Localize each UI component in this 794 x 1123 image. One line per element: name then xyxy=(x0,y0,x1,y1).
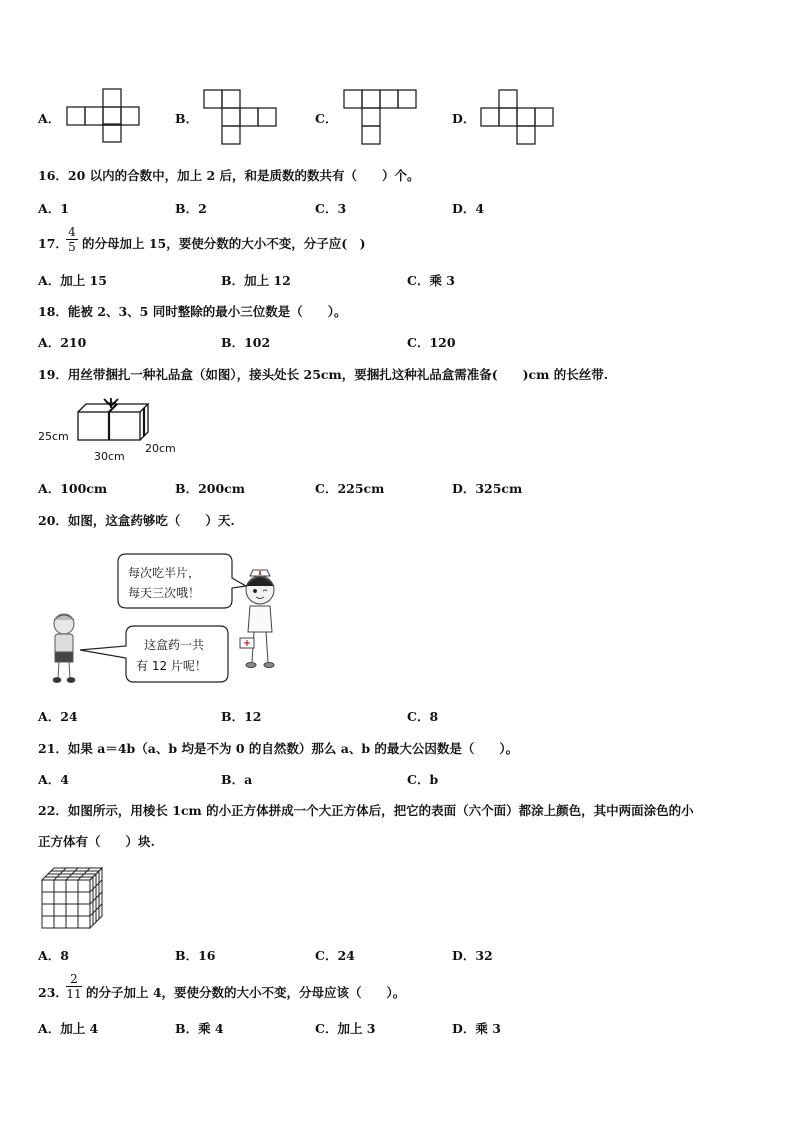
q18-option-b: B．102 xyxy=(221,335,271,350)
q16-stem: 16．20 以内的合数中，加上 2 后，和是质数的数共有（ ）个。 xyxy=(38,168,420,183)
q23-fraction xyxy=(66,972,82,1001)
q15-net-d xyxy=(480,89,556,147)
q22-option-d: D．32 xyxy=(452,948,493,963)
q23-fraction-denominator: 11 xyxy=(66,987,82,1001)
q23-option-d: D．乘 3 xyxy=(452,1021,501,1036)
q19-option-d: D．325cm xyxy=(452,481,523,496)
q15-net-a-bottom xyxy=(103,124,123,144)
q19-option-c: C．225cm xyxy=(315,481,385,496)
q17-fraction-denominator: 5 xyxy=(68,240,76,254)
q19-gift-box-figure xyxy=(76,396,156,448)
q22-cube-figure xyxy=(40,866,104,930)
q16-option-a: A．1 xyxy=(38,201,69,216)
q23-option-c: C．加上 3 xyxy=(315,1021,376,1036)
q21-option-b: B．a xyxy=(221,772,253,787)
q18-option-c: C．120 xyxy=(407,335,456,350)
q22-option-b: B．16 xyxy=(175,948,216,963)
q19-option-b: B．200cm xyxy=(175,481,245,496)
q23-stem: 的分子加上 4，要使分数的大小不变，分母应该（ ）。 xyxy=(86,985,406,1000)
q23-option-b: B．乘 4 xyxy=(175,1021,224,1036)
q19-stem: 19．用丝带捆扎一种礼品盒（如图），接头处长 25cm，要捆扎这种礼品盒需准备( )cm 的长丝带. xyxy=(38,367,609,382)
q20-stem: 20．如图，这盒药够吃（ ）天. xyxy=(38,513,235,528)
q16-option-d: D．4 xyxy=(452,201,485,216)
q20-speech-bubble-child xyxy=(78,624,234,686)
q20-nurse-illustration xyxy=(236,566,282,672)
q17-option-c: C．乘 3 xyxy=(407,273,455,288)
q17-stem: 的分母加上 15，要使分数的大小不变，分子应( ) xyxy=(82,236,366,251)
q20-option-c: C．8 xyxy=(407,709,439,724)
q15-net-b xyxy=(203,89,279,147)
q15-option-c-letter: C． xyxy=(315,111,338,126)
q22-stem-line2: 正方体有（ ）块. xyxy=(38,834,155,849)
q20-option-a: A．24 xyxy=(38,709,78,724)
q20-bubble1-line2: 每天三次哦！ xyxy=(128,586,201,600)
q17-number: 17． xyxy=(38,236,68,251)
q15-option-b-letter: B． xyxy=(175,111,199,126)
q20-speech-bubble-nurse xyxy=(114,552,250,612)
q15-option-d-letter: D． xyxy=(452,111,476,126)
q20-bubble2-line2: 有 12 片呢！ xyxy=(136,659,207,673)
q17-option-a: A．加上 15 xyxy=(38,273,107,288)
q18-option-a: A．210 xyxy=(38,335,87,350)
q20-bubble1-line1: 每次吃半片， xyxy=(128,566,201,580)
q20-option-b: B．12 xyxy=(221,709,262,724)
q19-height-label: 25cm xyxy=(38,430,69,443)
q19-option-a: A．100cm xyxy=(38,481,108,496)
q18-stem: 18．能被 2、3、5 同时整除的最小三位数是（ ）。 xyxy=(38,304,347,319)
q19-length-label: 30cm xyxy=(94,450,125,463)
q23-number: 23． xyxy=(38,985,68,1000)
q15-net-c xyxy=(343,89,419,147)
q21-option-a: A．4 xyxy=(38,772,69,787)
q20-child-illustration xyxy=(44,610,84,686)
q20-bubble2-line1: 这盒药一共 xyxy=(144,638,205,652)
q21-option-c: C．b xyxy=(407,772,439,787)
q17-fraction-numerator: 4 xyxy=(68,225,76,239)
q15-net-a xyxy=(66,88,142,128)
q17-option-b: B．加上 12 xyxy=(221,273,291,288)
q21-stem: 21．如果 a＝4b（a、b 均是不为 0 的自然数）那么 a、b 的最大公因数是（ ）。 xyxy=(38,741,519,756)
q17-fraction xyxy=(66,225,78,254)
q19-width-label: 20cm xyxy=(145,442,176,455)
q23-option-a: A．加上 4 xyxy=(38,1021,99,1036)
q22-option-c: C．24 xyxy=(315,948,355,963)
q23-fraction-numerator: 2 xyxy=(70,972,78,986)
q22-option-a: A．8 xyxy=(38,948,69,963)
q16-option-c: C．3 xyxy=(315,201,347,216)
q16-option-b: B．2 xyxy=(175,201,207,216)
q15-option-a-letter: A． xyxy=(38,111,61,126)
q22-stem-line1: 22．如图所示，用棱长 1cm 的小正方体拼成一个大正方体后，把它的表面（六个面）都涂上颜色，其中两面涂色的小 xyxy=(38,803,694,818)
